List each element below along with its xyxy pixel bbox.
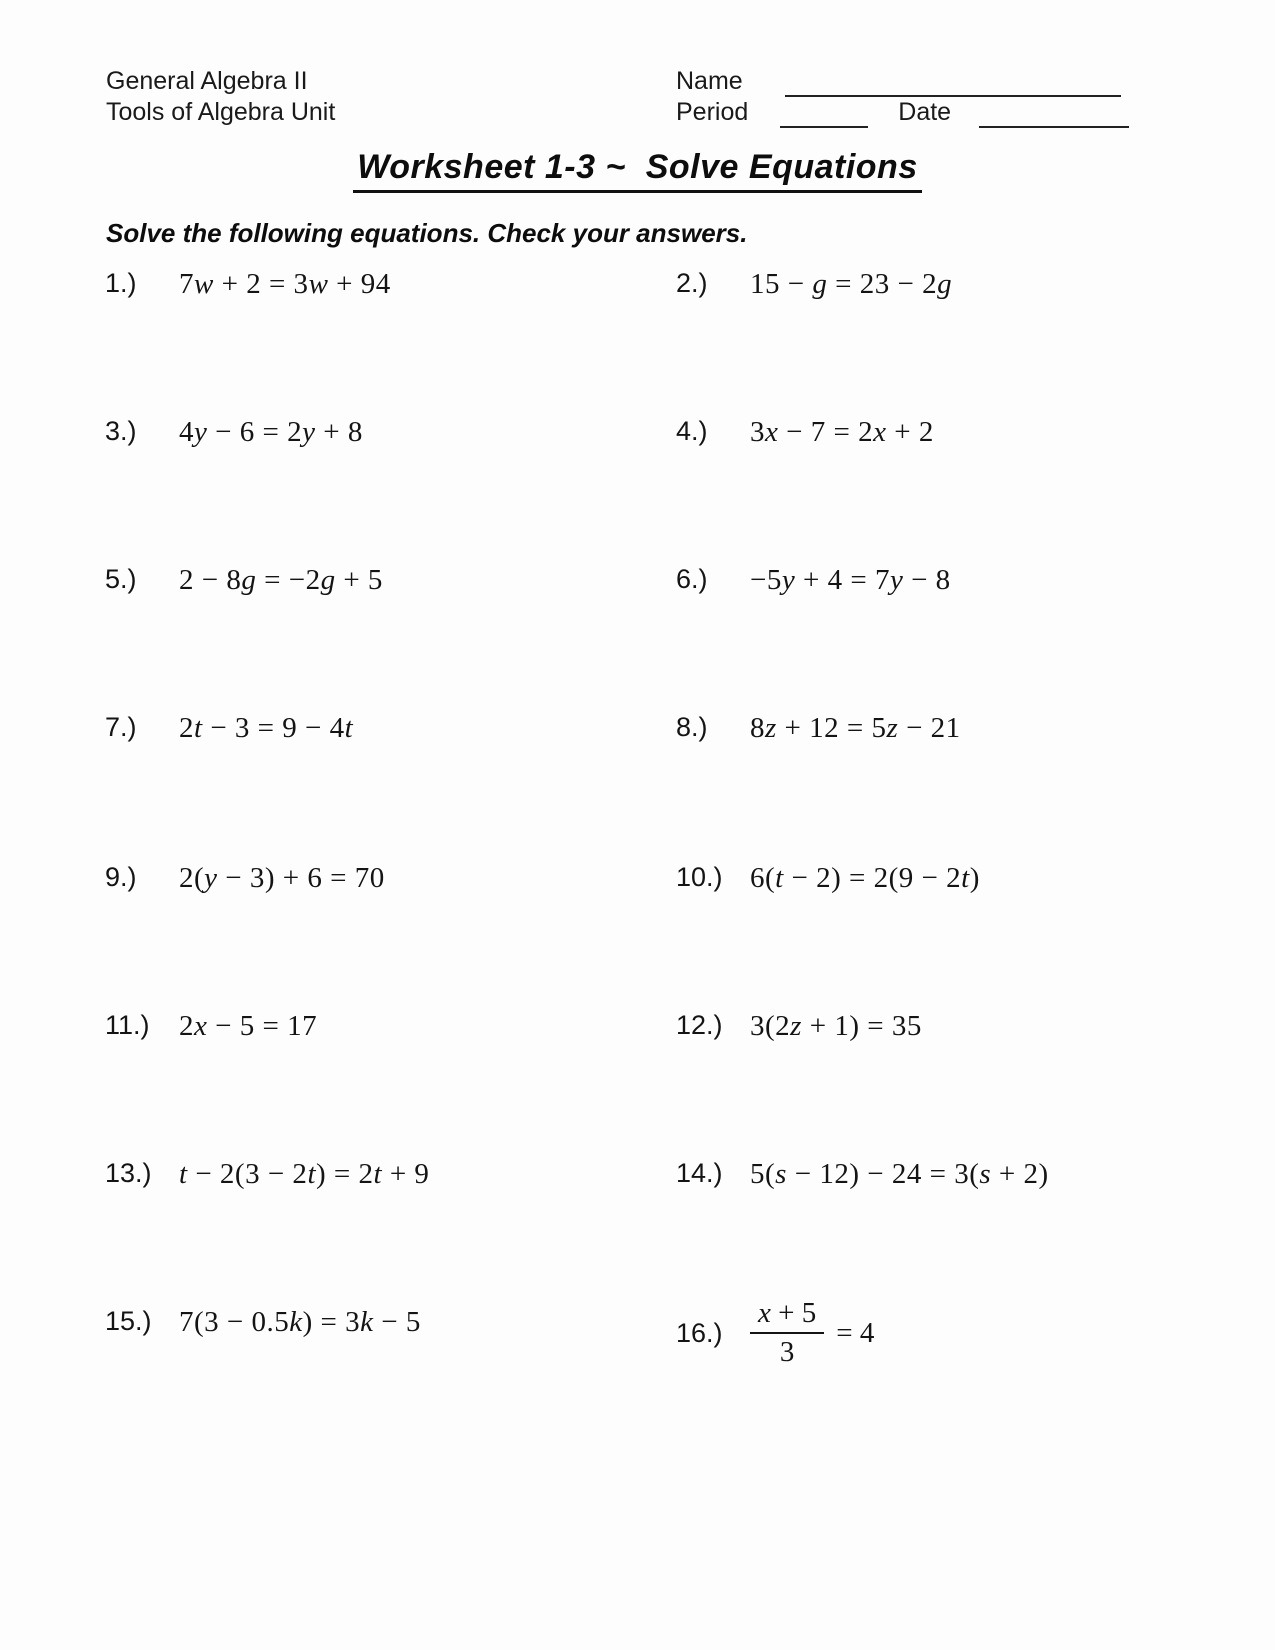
fraction-denominator: 3	[779, 1336, 795, 1368]
equation: 15 − g = 23 − 2g	[750, 268, 953, 300]
problem-9	[105, 862, 385, 895]
problem-number: 11.)	[105, 1010, 150, 1040]
problem-number: 12.)	[676, 1010, 723, 1040]
problem-13	[105, 1158, 429, 1191]
problem-number: 16.)	[676, 1317, 723, 1348]
problem-number: 2.)	[676, 268, 708, 298]
problem-number: 14.)	[676, 1158, 723, 1188]
period-label: Period	[676, 98, 749, 126]
problem-7	[105, 712, 353, 745]
instruction-text: Solve the following equations. Check your answers.	[106, 218, 748, 248]
course-title: General Algebra II	[106, 67, 308, 95]
problem-12	[676, 1010, 922, 1043]
date-blank-line	[979, 102, 1129, 128]
equation: 2 − 8g = −2g + 5	[179, 564, 383, 596]
equation: t − 2(3 − 2t) = 2t + 9	[179, 1158, 430, 1190]
title-wrap	[0, 148, 1275, 193]
equation: 4y − 6 = 2y + 8	[179, 416, 363, 448]
name-blank-line	[785, 71, 1121, 97]
problem-5	[105, 564, 383, 597]
equation: −5y + 4 = 7y − 8	[750, 564, 951, 596]
header-left	[106, 66, 335, 128]
problem-number: 13.)	[105, 1158, 152, 1188]
fraction-tail: = 4	[836, 1316, 875, 1349]
date-label: Date	[898, 98, 952, 126]
problem-number: 15.)	[105, 1306, 152, 1336]
equation: 7(3 − 0.5k) = 3k − 5	[179, 1306, 421, 1338]
equation: 8z + 12 = 5z − 21	[750, 712, 961, 744]
problem-6	[676, 564, 951, 597]
problem-number: 1.)	[105, 268, 137, 298]
problem-1	[105, 268, 391, 301]
problem-11	[105, 1010, 317, 1043]
problem-16	[676, 1278, 874, 1388]
problem-number: 9.)	[105, 862, 137, 892]
problem-number: 8.)	[676, 712, 708, 742]
equation: 3(2z + 1) = 35	[750, 1010, 922, 1042]
equation: 6(t − 2) = 2(9 − 2t)	[750, 862, 980, 894]
period-blank-line	[780, 102, 868, 128]
fraction-numerator: x + 5	[750, 1297, 824, 1334]
problem-number: 5.)	[105, 564, 137, 594]
header-right	[676, 66, 1136, 128]
problem-2	[676, 268, 952, 301]
problem-4	[676, 416, 934, 449]
name-label: Name	[676, 67, 743, 95]
equation: 2(y − 3) + 6 = 70	[179, 862, 385, 894]
problem-number: 10.)	[676, 862, 723, 892]
problem-number: 6.)	[676, 564, 708, 594]
period-date-row	[676, 97, 1136, 128]
problem-14	[676, 1158, 1049, 1191]
equation: 5(s − 12) − 24 = 3(s + 2)	[750, 1158, 1049, 1190]
problem-number: 4.)	[676, 416, 708, 446]
problem-10	[676, 862, 980, 895]
unit-title: Tools of Algebra Unit	[106, 98, 336, 126]
equation	[750, 1297, 874, 1369]
name-row	[676, 66, 1136, 97]
problem-8	[676, 712, 961, 745]
worksheet-title: Worksheet 1-3 ~ Solve Equations	[353, 148, 921, 193]
fraction	[750, 1297, 824, 1369]
problem-number: 7.)	[105, 712, 137, 742]
problem-15	[105, 1306, 421, 1339]
problem-3	[105, 416, 363, 449]
problem-number: 3.)	[105, 416, 137, 446]
equation: 7w + 2 = 3w + 94	[179, 268, 391, 300]
equation: 2t − 3 = 9 − 4t	[179, 712, 354, 744]
equation: 2x − 5 = 17	[179, 1010, 318, 1042]
equation: 3x − 7 = 2x + 2	[750, 416, 934, 448]
